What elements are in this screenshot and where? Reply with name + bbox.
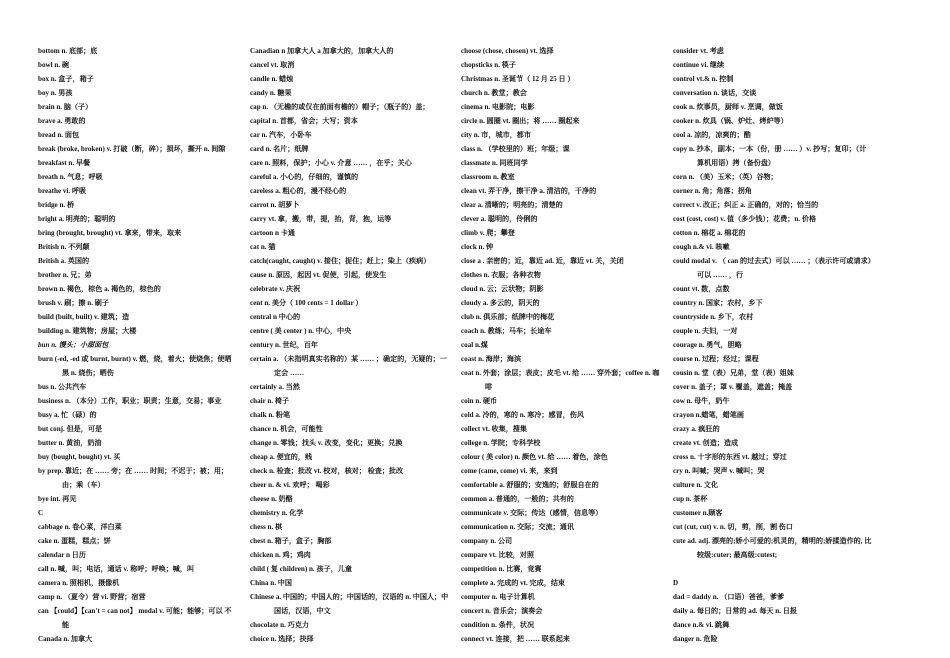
word-entry: cool a. 凉的，凉爽的；酷 [673,131,751,139]
word-entry: chocolate n. 巧克力 [250,621,309,629]
word-entry: check n. 检查；批改 vt. 校对，核对； 检查；批改 [250,467,404,475]
word-entry: cloud n. 云；云状物；阴影 [461,285,544,293]
word-entry: child ( 复 children) n. 孩子，儿童 [250,565,352,573]
word-entry: colour ( 美 color) n. 颜色 vt. 给 …… 着色，涂色 [461,453,608,461]
word-entry: dance n.& vi. 跳舞 [673,621,730,629]
word-entry: complete a. 完成的 vt. 完成，结束 [461,579,566,587]
section-letter: C [38,509,44,517]
word-entry: compare vt. 比较，对照 [461,551,534,559]
word-entry: bridge n. 桥 [38,201,75,209]
word-entry: cotton n. 棉花 a. 棉花的 [673,229,746,237]
word-entry: coal n.煤 [461,341,488,349]
word-entry: circle n. 圆圈 vt. 圈出；将 …… 圈起来 [461,117,580,125]
section-letter: D [673,579,679,587]
word-entry: control vt.& n. 控制 [673,75,734,83]
blank-line [673,562,873,576]
word-entry: company n. 公司 [461,537,513,545]
word-entry: cut (cut, cut) v. n. 切，剪，削，割 伤口 [673,523,793,531]
word-entry: boy n. 男孩 [38,89,73,97]
word-entry: British a. 英国的 [38,257,90,265]
word-entry: church n. 教堂；教会 [461,89,527,97]
word-entry: by prep. 靠近；在 …… 旁；在 …… 时间；不迟于；被；用；由；乘（车） [38,467,229,489]
word-entry: cook n. 炊事员，厨师 v. 烹调，做饭 [673,103,783,111]
word-entry: cap n. （无檐的或仅在前面有檐的）帽子；（瓶子的）盖； [250,103,430,111]
word-entry: cartoon n 卡通 [250,229,295,237]
word-entry: choice n. 选择；抉择 [250,635,314,643]
word-entry: couple n. 夫妇，一对 [673,327,738,335]
word-entry: burn (-ed, -ed 或 burnt, burnt) v. 燃，烧，着火；使烧焦；使晒黑 n. 烧伤；晒伤 [38,355,232,377]
word-entry: Canada n. 加拿大 [38,635,93,643]
word-entry: clever a. 聪明的，伶俐的 [461,215,538,223]
word-entry: coast n. 海岸；海滨 [461,355,522,363]
word-entry: cinema n. 电影院；电影 [461,103,535,111]
word-entry: create vt. 创造；造成 [673,439,739,447]
word-entry: cold a. 冷的，寒的 n. 寒冷；感冒，伤风 [461,411,584,419]
word-entry: business n. （本分）工作，职业；职责；生意，交易；事业 [38,397,222,405]
word-entry: chopsticks n. 筷子 [461,61,516,69]
word-entry: bottom n. 底部；底 [38,47,98,55]
word-entry: break (broke, broken) v. 打破（断，碎）；损坏，撕开 n. 间隙 [38,145,226,153]
word-entry: conversation n. 谈话，交谈 [673,89,757,97]
word-column-3 [461,44,661,646]
word-entry: chalk n. 粉笔 [250,411,291,419]
word-entry: cross n. 十字形的东西 vt. 越过；穿过 [673,453,787,461]
word-entry: cent n. 美分（ 100 cents = 1 dollar ） [250,299,363,307]
word-entry: chemistry n. 化学 [250,509,304,517]
word-entry: bowl n. 碗 [38,61,69,69]
word-entry: daily a. 每日的；日常的 ad. 每天 n. 日报 [673,607,797,615]
word-entry: collect vt. 收集，搜集 [461,425,527,433]
word-entry: card n. 名片；纸牌 [250,145,309,153]
word-entry: carrot n. 胡萝卜 [250,201,300,209]
word-entry: breakfast n. 早餐 [38,159,91,167]
word-entry: crazy a. 疯狂的 [673,425,720,433]
word-entry: can 【could】【can't = can not】 modal v. 可能；能够；可以 不能 [38,607,232,629]
word-entry: communication n. 交际；交流；通讯 [461,523,574,531]
word-entry: brain n. 脑（子） [38,103,93,111]
word-entry: buy (bought, bought) vt. 买 [38,453,121,461]
word-entry: breath n. 气息；呼吸 [38,173,103,181]
word-entry: communicate v. 交际；传达（感情，信息等） [461,509,603,517]
word-entry: cheer n. & vi. 欢呼； 喝彩 [250,481,330,489]
word-entry: brave a. 勇敢的 [38,117,86,125]
word-column-4 [673,44,873,646]
word-entry: common a. 普通的，一般的；共有的 [461,495,574,503]
word-entry: certain a. （未指明真实名称的）某 …… ；确定的，无疑的；一定会 …… [250,355,447,377]
word-entry: corner n. 角；角落；拐角 [673,187,752,195]
word-entry: cheap a. 便宜的，贱 [250,453,313,461]
word-entry: close a . 亲密的；近，靠近 ad. 近，靠近 vt. 关，关闭 [461,257,624,265]
word-entry: chicken n. 鸡；鸡肉 [250,551,311,559]
word-entry: cough n.& vi. 咳嗽 [673,243,730,251]
word-entry: bun n. 馒头；小甜面包 [38,341,109,349]
word-entry: build (built, built) v. 建筑；造 [38,313,130,321]
word-entry: century n. 世纪，百年 [250,341,318,349]
word-entry: cooker n. 炊具（锅、炉灶、烤炉等） [673,117,788,125]
word-entry: comfortable a. 舒服的；安逸的；舒服自在的 [461,481,599,489]
word-entry: cow n. 母牛，奶牛 [673,397,730,405]
word-entry: cabbage n. 卷心菜，洋白菜 [38,523,122,531]
word-entry: clear a. 清晰的；明亮的；清楚的 [461,201,563,209]
word-entry: camera n. 照相机，摄像机 [38,579,120,587]
word-entry: coat n. 外套；涂层；表皮；皮毛 vt. 给 …… 穿外套；coffee n. 咖啡 [461,369,660,391]
word-entry: Christmas n. 圣诞节（ 12 月 25 日 ） [461,75,575,83]
word-entry: bread n. 面包 [38,131,80,139]
word-entry: climb v. 爬；攀登 [461,229,515,237]
word-entry: culture n. 文化 [673,481,718,489]
word-entry: change n. 零钱；找头 v. 改变，变化；更换；兑换 [250,439,403,447]
word-column-2 [250,44,450,646]
word-entry: carry vt. 拿，搬，带，提，抬，背，抱，运等 [250,215,392,223]
word-entry: continue vi. 继续 [673,61,725,69]
word-entry: car n. 汽车，小卧车 [250,131,312,139]
word-entry: cancel vt. 取消 [250,61,295,69]
word-entry: class n. （学校里的）班；年级；课 [461,145,570,153]
word-entry: busy a. 忙（碌）的 [38,411,97,419]
word-entry: choose (chose, chosen) vt. 选择 [461,47,554,55]
word-entry: call n. 喊，叫；电话，通话 v. 称呼；呼唤；喊，叫 [38,565,195,573]
word-entry: capital n. 首都，省会；大写；资本 [250,117,358,125]
word-entry: cause n. 原因，起因 vt. 促使，引起，使发生 [250,271,387,279]
word-entry: cute ad. adj. 漂亮的;娇小可爱的;机灵的，精明的;娇揉造作的, 比较级:cuter; 最高级:cutest; [673,537,872,559]
word-entry: countryside n. 乡下，农村 [673,313,754,321]
word-entry: candle n. 蜡烛 [250,75,294,83]
word-entry: crayon n.蜡笔，蜡笔画 [673,411,744,419]
word-entry: chest n. 箱子，盒子；胸部 [250,537,332,545]
word-entry: cup n. 茶杯 [673,495,708,503]
word-entry: city n. 市，城市，都市 [461,131,531,139]
word-entry: celebrate v. 庆祝 [250,285,301,293]
word-entry: butter n. 黄油，奶油 [38,439,102,447]
word-entry: brother n. 兄；弟 [38,271,92,279]
word-entry: college n. 学院；专科学校 [461,439,541,447]
word-entry: copy n. 抄本，副本；一本（份，册 …… ）v. 抄写；复印；（计算机用语）拷（备份盘） [673,145,867,167]
word-entry: camp n. （夏令）营 vi. 野营；宿营 [38,593,146,601]
word-entry: country n. 国家；农村，乡下 [673,299,763,307]
word-entry: chair n. 椅子 [250,397,290,405]
word-entry: concert n. 音乐会；演奏会 [461,607,543,615]
word-entry: classroom n. 教室 [461,173,515,181]
word-entry: cheese n. 奶酪 [250,495,293,503]
word-entry: cousin n. 堂（表）兄弟，堂（表）姐妹 [673,369,794,377]
word-entry: bright a. 明亮的；聪明的 [38,215,116,223]
word-entry: cake n. 蛋糕，糕点；饼 [38,537,111,545]
word-entry: chess n. 棋 [250,523,283,531]
word-entry: brush v. 刷；擦 n. 刷子 [38,299,109,307]
word-entry: brown n. 褐色，棕色 a. 褐色的，棕色的 [38,285,161,293]
word-entry: dad = daddy n. （口语）爸爸，爹爹 [673,593,785,601]
word-entry: competition n. 比赛，竞赛 [461,565,542,573]
word-entry: cloudy a. 多云的，阴天的 [461,299,540,307]
word-entry: danger n. 危险 [673,635,718,643]
word-entry: bus n. 公共汽车 [38,383,87,391]
word-entry: careless a. 粗心的，漫不经心的 [250,187,347,195]
word-entry: bye int. 再见 [38,495,77,503]
word-entry: count vt. 数，点数 [673,285,730,293]
word-entry: customer n.顾客 [673,509,723,517]
word-entry: breathe vi. 呼吸 [38,187,87,195]
word-entry: course n. 过程；经过；课程 [673,355,759,363]
word-entry: courage n. 勇气，胆略 [673,341,742,349]
word-entry: certainly a. 当然 [250,383,300,391]
word-entry: clothes n. 衣服；各种衣物 [461,271,541,279]
word-entry: clean vt. 弄干净，擦干净 a. 清洁的，干净的 [461,187,597,195]
word-entry: classmate n. 同班同学 [461,159,528,167]
word-entry: calendar n 日历 [38,551,86,559]
word-entry: could modal v. （ can 的过去式）可以 …… ；（表示许可或请求）可以 …… ，行 [673,257,872,279]
word-entry: clock n. 钟 [461,243,494,251]
word-entry: China n. 中国 [250,579,292,587]
word-entry: cat n. 猫 [250,243,276,251]
word-entry: Canadian n 加拿大人 a 加拿大的，加拿大人的 [250,47,394,55]
word-entry: British n. 不列颠 [38,243,90,251]
word-entry: bring (brought, brought) vt. 拿来，带来，取来 [38,229,182,237]
word-entry: Chinese a. 中国的；中国人的；中国话的，汉语的 n. 中国人；中国话，汉语，中文 [250,593,449,615]
word-entry: chance n. 机会，可能性 [250,425,323,433]
word-entry: correct v. 改正；纠正 a. 正确的，对的；恰当的 [673,201,819,209]
word-entry: club n. 俱乐部；纸牌中的梅花 [461,313,555,321]
word-entry: central n 中心的 [250,313,301,321]
word-entry: cost (cost, cost) v. 值（多少钱）；花费；n. 价格 [673,215,817,223]
word-entry: connect vt. 连接，把 …… 联系起来 [461,635,570,643]
word-entry: candy n. 糖果 [250,89,292,97]
word-entry: consider vt. 考虑 [673,47,724,55]
word-entry: but conj. 但是，可是 [38,425,103,433]
word-entry: centre ( 美 center ) n. 中心，中央 [250,327,352,335]
word-entry: care n. 照料，保护；小心 v. 介意 …… ，在乎；关心 [250,159,412,167]
word-entry: coin n. 硬币 [461,397,498,405]
word-entry: computer n. 电子计算机 [461,593,535,601]
word-entry: building n. 建筑物；房屋；大楼 [38,327,137,335]
word-entry: corn n. （美）玉米；（英）谷物； [673,173,778,181]
word-entry: coach n. 教练；马车；长途车 [461,327,552,335]
word-entry: condition n. 条件，状况 [461,621,535,629]
word-entry: box n. 盒子，箱子 [38,75,94,83]
word-column-1 [38,44,238,646]
word-entry: come (came, come) vi. 来，来到 [461,467,558,475]
word-entry: catch(caught, caught) v. 接住；捉住；赶上；染上（疾病） [250,257,431,265]
word-entry: cover n. 盖子；罩 v. 覆盖，遮盖；掩盖 [673,383,793,391]
word-entry: careful a. 小心的，仔细的，谨慎的 [250,173,359,181]
word-entry: cry n. 叫喊；哭声 v. 喊叫；哭 [673,467,765,475]
